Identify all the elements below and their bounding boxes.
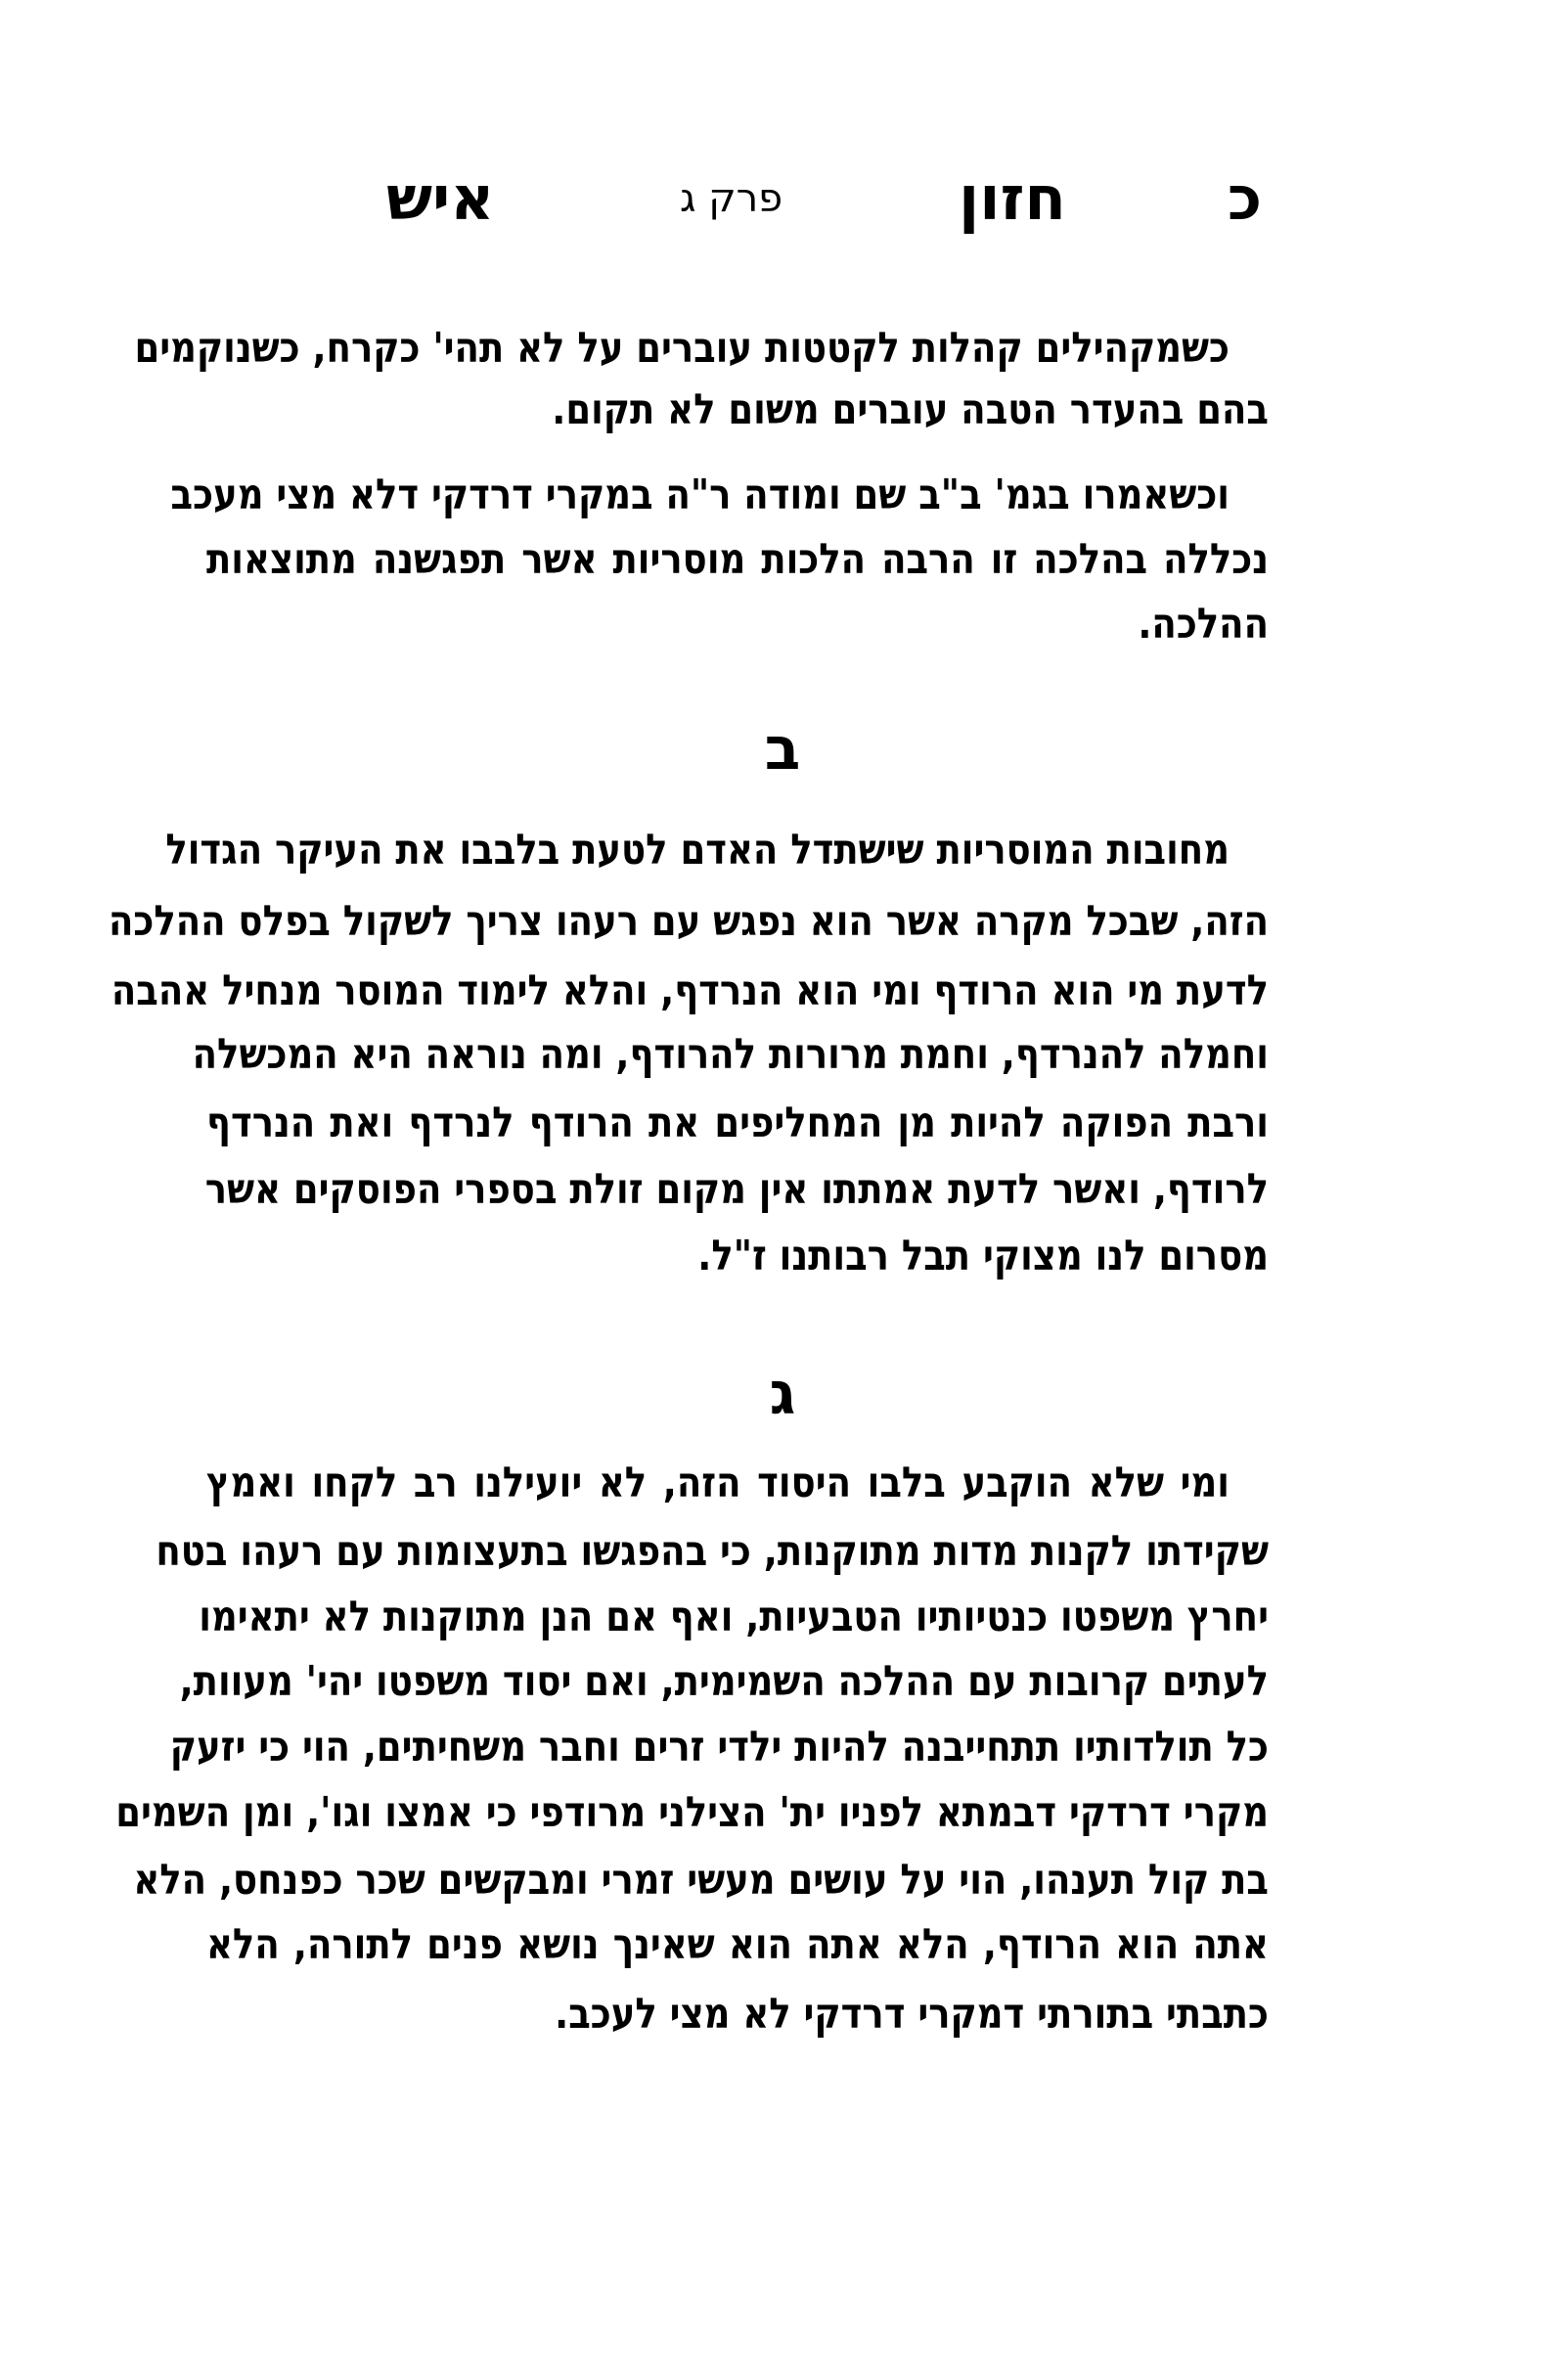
header-title-part2: איש	[386, 162, 495, 234]
paragraph-line: מחובות המוסריות שישתדל האדם לטעת בלבבו את העיקר הגדול	[165, 825, 1230, 875]
paragraph-line: מסרום לנו מצוקי תבל רבותנו ז"ל.	[697, 1231, 1269, 1280]
paragraph-line: כתבתי בתורתי דמקרי דרדקי לא מצי לעכב.	[555, 1989, 1269, 2039]
paragraph-line: בת קול תענהו, הוי על עושים מעשי זמרי ומבקשים שכר כפנחס, הלא	[133, 1855, 1269, 1905]
header-title-part1: חזון	[959, 162, 1066, 234]
page-number: כ	[1228, 162, 1263, 234]
paragraph-line: לעתים קרובות עם ההלכה השמימית, ואם יסוד משפטו יהי' מעוות,	[179, 1656, 1269, 1706]
paragraph-line: נכללה בהלכה זו הרבה הלכות מוסריות אשר תפגשנה מתוצאות	[206, 534, 1269, 584]
paragraph-line: אתה הוא הרודף, הלא אתה הוא שאינך נושא פנים לתורה, הלא	[206, 1919, 1269, 1969]
paragraph-line: מקרי דרדקי דבמתא לפניו ית' הצילני מרודפי כי אמצו וגו', ומן השמים	[115, 1787, 1269, 1837]
chapter-label: פרק ג	[680, 176, 783, 221]
paragraph-line: ורבת הפוקה להיות מן המחליפים את הרודף לנרדף ואת הנרדף	[206, 1098, 1269, 1147]
paragraph-line: ומי שלא הוקבע בלבו היסוד הזה, לא יועילנו רב לקחו ואמץ	[206, 1458, 1230, 1507]
section-marker: ב	[764, 715, 801, 784]
paragraph-line: בהם בהעדר הטבה עוברים משום לא תקום.	[552, 384, 1269, 434]
paragraph-line: כל תולדותיו תתחייבנה להיות ילדי זרים וחבר משחיתים, הוי כי יזעק	[169, 1722, 1269, 1772]
paragraph-line: וכשאמרו בגמ' ב"ב שם ומודה ר"ה במקרי דרדקי דלא מצי מעכב	[170, 470, 1230, 519]
paragraph-line: ההלכה.	[1138, 599, 1269, 649]
section-marker: ג	[769, 1360, 796, 1428]
paragraph-line: וחמלה להנרדף, וחמת מרורות להרודף, ומה נוראה היא המכשלה	[192, 1029, 1269, 1079]
paragraph-line: הזה, שבכל מקרה אשר הוא נפגש עם רעהו צריך לשקול בפלס ההלכה	[108, 896, 1269, 946]
paragraph-line: יחרץ משפטו כנטיותיו הטבעיות, ואף אם הנן מתוקנות לא יתאימו	[199, 1592, 1269, 1641]
paragraph-line: לרודף, ואשר לדעת אמתתו אין מקום זולת בספרי הפוסקים אשר	[204, 1164, 1269, 1214]
paragraph-line: כשמקהילים קהלות לקטטות עוברים על לא תהי' כקרח, כשנוקמים	[134, 323, 1230, 373]
paragraph-line: שקידתו לקנות מדות מתוקנות, כי בהפגשו בתעצומות עם רעהו בטח	[156, 1526, 1269, 1576]
paragraph-line: לדעת מי הוא הרודף ומי הוא הנרדף, והלא לימוד המוסר מנחיל אהבה	[111, 965, 1269, 1015]
